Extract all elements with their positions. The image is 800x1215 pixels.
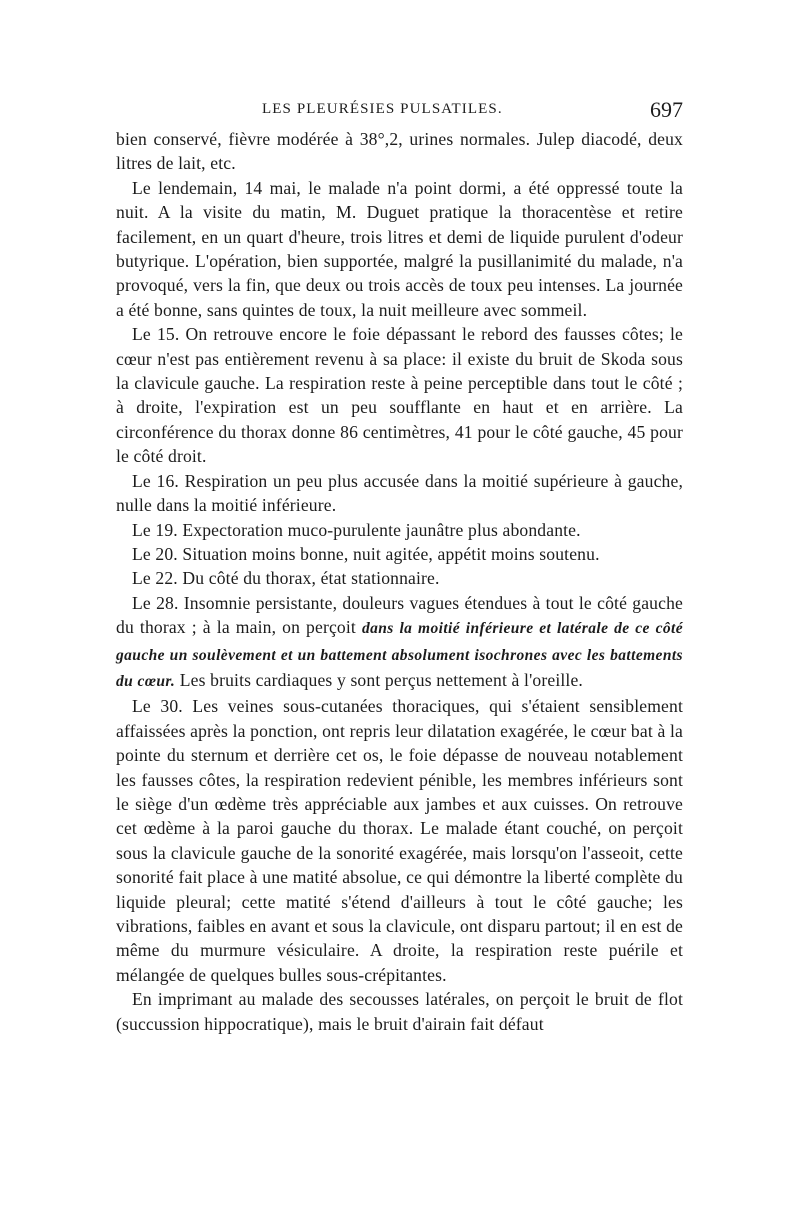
- paragraph-continuation: bien conservé, fièvre modérée à 38°,2, urines normales. Julep diacodé, deux litres de lait, etc.: [116, 129, 683, 174]
- paragraph-le-16: Le 16. Respiration un peu plus accusée dans la moitié supérieure à gauche, nulle dans la moitié inférieure.: [116, 470, 683, 516]
- body-text: [116, 127, 683, 1036]
- paragraph-le-28: [116, 591, 683, 695]
- paragraph-le-28-start: Le 28. Insomnie persistante, douleurs vagues étendues à tout le côté gauche du thorax ; à la main, on perçoit: [116, 592, 683, 638]
- paragraph-le-20: Le 20. Situation moins bonne, nuit agitée, appétit moins soutenu.: [132, 543, 600, 564]
- paragraph-le-19: Le 19. Expectoration muco-purulente jaunâtre plus abondante.: [132, 519, 581, 540]
- page-number: 697: [650, 97, 683, 122]
- paragraph-14-mai: Le lendemain, 14 mai, le malade n'a point dormi, a été oppressé toute la nuit. A la visite du matin, M. Duguet pratique la thoracentèse et retire facilement, en un quart d'heure, trois litres et demi de liquide purulent d'odeur butyrique. L'opération, bien supportée, malgré la pusillanimité du malade, n'a provoqué, vers la fin, que deux ou trois accès de toux peu intenses. La journée a été bonne, sans quintes de toux, la nuit meilleure avec sommeil.: [116, 177, 683, 320]
- paragraph-succussion: En imprimant au malade des secousses latérales, on perçoit le bruit de flot (succussion hippocratique), mais le bruit d'airain fait défaut: [116, 989, 683, 1034]
- paragraph-le-28-end: Les bruits cardiaques y sont perçus nettement à l'oreille.: [175, 669, 583, 690]
- running-title: LES PLEURÉSIES PULSATILES.: [262, 101, 503, 117]
- paragraph-le-30: Le 30. Les veines sous-cutanées thoraciques, qui s'étaient sensiblement affaissées après la ponction, ont repris leur dilatation exagérée, le cœur bat à la pointe du sternum et derrière cet os, le foie dépasse de nouveau notablement les fausses côtes, la respiration redevient pénible, les membres inférieurs sont le siège d'un œdème très appréciable aux jambes et aux cuisses. On retrouve cet œdème à la paroi gauche du thorax. Le malade étant couché, on perçoit sous la clavicule gauche de la sonorité exagérée, mais lorsqu'on l'asseoit, cette sonorité fait place à une matité absolue, ce qui démontre la liberté complète du liquide pleural; cette matité s'étend d'ailleurs à tout le côté gauche; les vibrations, faibles en avant et sous la clavicule, ont disparu partout; il en est de même du murmure vésiculaire. A droite, la respiration reste puérile et mélangée de quelques bulles sous-crépitantes.: [116, 696, 683, 985]
- paragraph-le-22: Le 22. Du côté du thorax, état stationnaire.: [132, 568, 440, 589]
- paragraph-le-15: Le 15. On retrouve encore le foie dépassant le rebord des fausses côtes; le cœur n'est pas entièrement revenu à sa place: il existe du bruit de Skoda sous la clavicule gauche. La respiration reste à peine perceptible dans tout le côté ; à droite, l'expiration est un peu soufflante en haut et en arrière. La circonférence du thorax donne 86 centimètres, 41 pour le côté gauche, 45 pour le côté droit.: [116, 324, 683, 467]
- page-header: [116, 97, 683, 123]
- paragraph-le-28-italic: dans la moitié inférieure et latérale de ce côté gauche un soulèvement et un battement absolument isochrones avec les battements du cœur.: [116, 620, 683, 690]
